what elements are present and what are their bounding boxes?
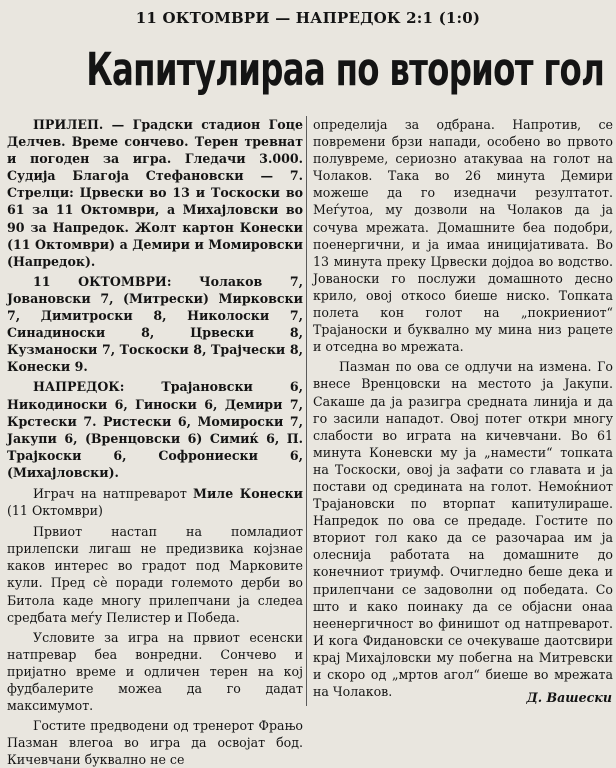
right-column bbox=[313, 116, 613, 708]
home-lineup-paragraph bbox=[7, 273, 303, 376]
article-headline: Капитулираа по вториот гол bbox=[86, 43, 605, 96]
body-paragraph-4: определија за одбрана. Напротив, се повремени брзи напади, особено во првото полувреме, сериозно атакуваа на голот на Чолаков. Така во 26 минута Демири можеше да го изедначи резултатот. Меѓутоа, му дозволи на Чолаков да ја сочува мрежата. Домашните беа подобри, поенергични, и ја имаа иницијативата. Во 13 минута преку Црвески дојдоа во водство. Јованоски го послужи домашното десно крило, овој откосо биеше ниско. Топката полета кон голот на „покриениот“ Трајаноски и буквално му мина низ рацете и отседна во мрежата. bbox=[313, 117, 613, 355]
column-divider bbox=[306, 116, 307, 706]
away-lineup-paragraph bbox=[7, 378, 303, 481]
match-facts-paragraph bbox=[7, 116, 303, 270]
match-facts: Градски стадион Гоце Делчев. Време сончево. Терен тревнат и погоден за игра. Гледачи 3.000. Судија Благоја Стефановски — 7. Стрелци: Црвески во 13 и Тоскоски во 61 за 11 Октомври, а Михајловски во 90 за Напредок. Жолт картон Конески (11 Октомври) а Демири и Момировски (Напредок). bbox=[7, 117, 303, 269]
body-paragraph-2: Условите за игра на првиот есенски натпревар беа вонредни. Сончево и пријатно време и одличен терен на кој фудбалерите можеа да го дадат максимумот. bbox=[7, 629, 303, 714]
away-team-players: Трајановски 6, Никодиноски 6, Гиноски 6, Демири 7, Крстески 7. Ристески 6, Момироски 7, Јакупи 6, (Вренцовски 6) Симиќ 6, П. Трајкоски 6, Софрониески 6, (Михајловски). bbox=[7, 379, 303, 480]
body-paragraph-1: Првиот настап на помладиот прилепски лигаш не предизвика којзнае каков интерес во градот под Марковите кули. Пред сè поради големото дерби во Битола каде многу прилепчани ја следеа средбата меѓу Пелистер и Победа. bbox=[7, 524, 303, 625]
match-result-line: 11 ОКТОМВРИ — НАПРЕДОК 2:1 (1:0) bbox=[135, 9, 481, 27]
left-column bbox=[7, 116, 303, 768]
home-team-label: 11 ОКТОМВРИ: bbox=[33, 273, 200, 289]
author-signature: Д. Вашески bbox=[526, 690, 612, 705]
dateline: ПРИЛЕП. — bbox=[33, 117, 133, 132]
body-paragraph-5: Пазман по ова се одлучи на измена. Го внесе Вренцовски на местото ја Јакупи. Сакаше да ја разигра средната линија и да го засили нападот. Овој потег откри многу слабости во играта на кичевчани. Во 61 минута Коневски му ја „намести“ топката на Тоскоски, овој ја зафати со главата и ја постави од средината на голот. Немоќниот Трајановски по вторпат капитулираше. Напредок по ова се предаде. Гостите по вториот гол како да се разочараа им ја олесниja работата на домашните до конечниот триумф. Очигледно беше дека и прилепчани се задоволни од победата. Со што и како поинаку да се објасни онаа неенергичност во финишот од натпреварот. И кога Фидановски се очекуваше даотсвири крај Михајловски му побегна на Митревски и скоро од „мртов агол“ биеше во мрежата на Чолаков. bbox=[313, 359, 613, 700]
player-of-match-paragraph bbox=[7, 485, 303, 519]
player-of-match-name: Миле Конески bbox=[193, 485, 303, 501]
body-paragraph-3: Гостите предводени од тренерот Фрањо Пазман влегоа во игра да освојат бод. Кичевчани буквално не се bbox=[7, 718, 303, 768]
home-team-players: Чолаков 7, Јовановски 7, (Митрески) Мирковски 7, Димитроски 8, Николоски 7, Синадиноски 8, Црвески 8, Кузманоски 7, Тоскоски 8, Трајчески 8, Конески 9. bbox=[7, 273, 303, 375]
player-of-match-club: (11 Октомври) bbox=[7, 503, 103, 519]
away-team-label: НАПРЕДОК: bbox=[33, 379, 162, 395]
player-of-match-label: Играч на натпреварот bbox=[33, 485, 194, 501]
